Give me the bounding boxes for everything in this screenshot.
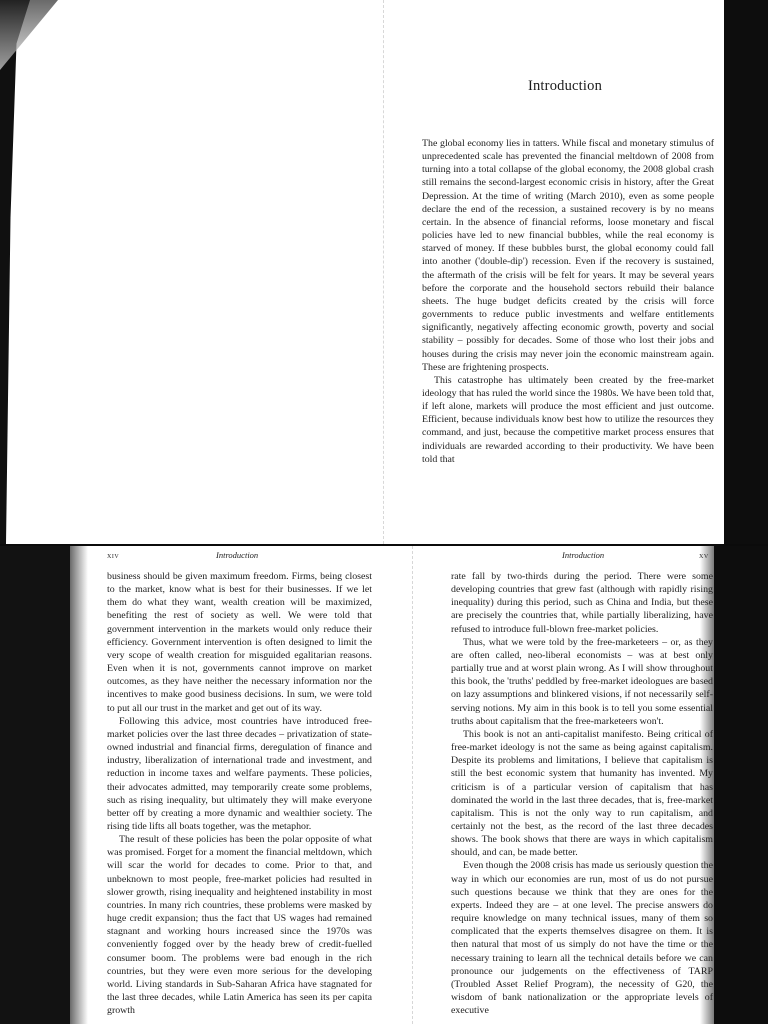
paragraph: The global economy lies in tatters. While fiscal and monetary stimulus of unprecedented scale has prevented the financial meltdown of 2008 from turning into a total collapse of the global economy, the 2008 global crash still remains the second-largest economic crisis in history, after the Great Depression. At the time of writing (March 2010), even as some people declare the end of the recession, a sustained recovery is by no means certain. In the absence of financial reforms, loose monetary and fiscal policies have led to new financial bubbles, while the real economy is starved of money. If these bubbles burst, the global economy could fall into another ('double-dip') recession. Even if the recovery is sustained, the aftermath of the crisis will be felt for years. It may be several years before the corporate and the household sectors rebuild their balance sheets. The huge budget deficits created by the crisis will force governments to reduce public investments and welfare entitlements significantly, negatively affecting economic growth, poverty and social stability – possibly for decades. Some of those who lost their jobs and houses during the crisis may never join the economic mainstream again. These are frightening prospects. xyxy=(422,138,714,373)
paragraph: Even though the 2008 crisis has made us seriously question the way in which our economies are run, most of us do not pursue such questions because we think that they are ones for the experts. Indeed they are – at one level. The precise answers do require knowledge on many technical issues, many of them so complicated that the experts themselves disagree on them. It is then natural that most of us simply do not have the time or the necessary training to learn all the technical details before we can pronounce our judgements on the effectiveness of TARP (Troubled Asset Relief Program), the necessity of G20, the wisdom of bank nationalization or the appropriate levels of executive xyxy=(451,860,713,1017)
page-number-left: xiv xyxy=(107,550,120,560)
chapter-title: Introduction xyxy=(527,78,603,94)
paragraph: Following this advice, most countries have introduced free-market policies over the last three decades – privatization of state-owned industrial and financial firms, deregulation of finance and industry, liberalization of international trade and investment, and reduction in income taxes and welfare payments. These policies, their advocates admitted, may temporarily create some problems, such as rising inequality, but ultimately they will make everyone better off by creating a more dynamic and wealthier society. The rising tide lifts all boats together, was the metaphor. xyxy=(107,715,372,832)
right-page-text-column xyxy=(451,570,713,1017)
scan-edge-shadow xyxy=(724,0,768,544)
running-head-right: Introduction xyxy=(562,550,605,560)
left-page-text-column xyxy=(107,570,372,1017)
bottom-page-spread xyxy=(0,546,768,1024)
paragraph: rate fall by two-thirds during the period. There were some developing countries that grew fast (although with rapidly rising inequality) during this period, such as China and India, but these are precisely the countries that, while partially liberalizing, have refused to introduce full-blown free-market policies. xyxy=(451,571,713,635)
page-gutter xyxy=(383,0,385,544)
scan-edge-gradient xyxy=(70,546,88,1024)
page-gutter xyxy=(412,546,414,1024)
paragraph: Thus, what we were told by the free-marketeers – or, as they are often called, neo-liberal economists – was at best only partially true and at worst plain wrong. As I will show throughout this book, the 'truths' peddled by free-market ideologues are based on lazy assumptions and blinkered visions, if not necessarily self-serving notions. My aim in this book is to tell you some essential truths about capitalism that the free-marketeers won't. xyxy=(451,636,713,727)
body-text-column xyxy=(422,137,714,466)
paragraph: This catastrophe has ultimately been created by the free-market ideology that has ruled the world since the 1980s. We have been told that, if left alone, markets will produce the most efficient and just outcome. Efficient, because individuals know best how to utilize the resources they command, and just, because the competitive market process ensures that individuals are rewarded according to their productivity. We have been told that xyxy=(422,374,714,465)
paragraph: The result of these policies has been the polar opposite of what was promised. Forget for a moment the financial meltdown, which will scar the world for decades to come. Prior to that, and unbeknown to most people, free-market policies had resulted in slower growth, rising inequality and heightened instability in most countries. In many rich countries, these problems were masked by huge credit expansion; thus the fact that US wages had remained stagnant and working hours increased since the 1970s was conveniently fogged over by the heady brew of credit-fuelled consumer boom. The problems were bad enough in the rich countries, but they were even more serious for the developing world. Living standards in Sub-Saharan Africa have stagnated for the last three decades, while Latin America has seen its per capita growth xyxy=(107,834,372,1017)
scan-edge-shadow xyxy=(0,546,70,1024)
scan-corner-shadow xyxy=(0,0,58,70)
paragraph: This book is not an anti-capitalist manifesto. Being critical of free-market ideology is not the same as being against capitalism. Despite its problems and limitations, I believe that capitalism is still the best economic system that humanity has invented. My criticism is of a particular version of capitalism that has dominated the world in the last three decades, that is, free-market capitalism. This is not the only way to run capitalism, and certainly not the best, as the record of the last three decades shows. The book shows that there are ways in which capitalism should, and can, be made better. xyxy=(451,728,713,859)
paragraph: business should be given maximum freedom. Firms, being closest to the market, know what is best for their businesses. If we let them do what they want, wealth creation will be maximized, benefiting the rest of society as well. We were told that government intervention in the markets would only reduce their efficiency. Government intervention is often designed to limit the very scope of wealth creation for misguided egalitarian reasons. Even when it is not, governments cannot improve on market outcomes, as they have neither the necessary information nor the incentives to make good business decisions. In sum, we were told to put all our trust in the market and get out of its way. xyxy=(107,571,372,714)
page-number-right: xv xyxy=(699,550,709,560)
scan-edge-shadow xyxy=(0,0,30,544)
scan-edge-shadow xyxy=(714,546,768,1024)
running-head-left: Introduction xyxy=(216,550,259,560)
